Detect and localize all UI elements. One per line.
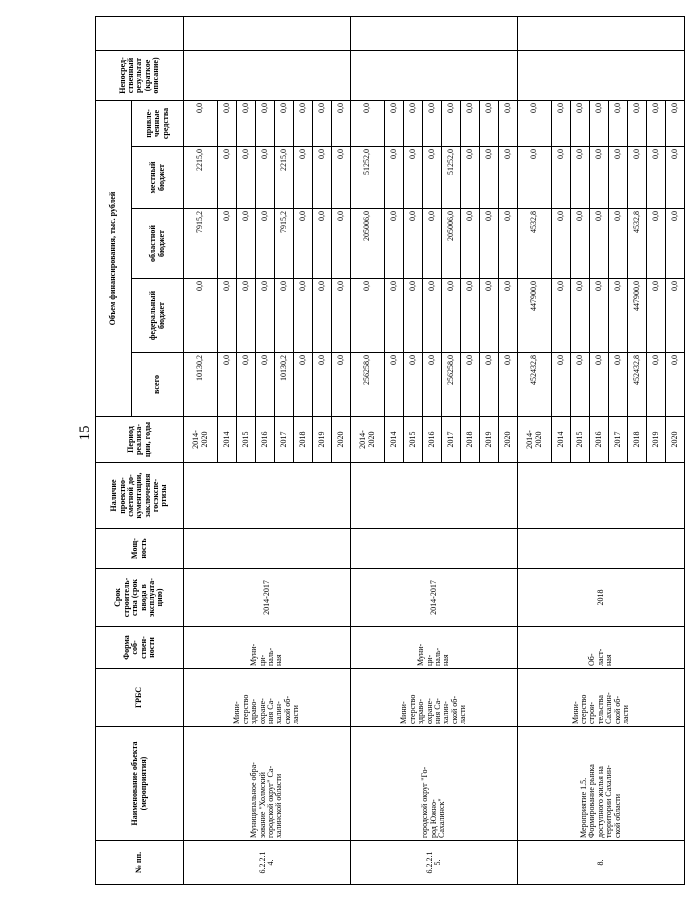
power-cell: [184, 529, 351, 569]
row-number: 6.2.2.1 5.: [351, 841, 518, 885]
power-cell: [351, 529, 518, 569]
period-year: 2014: [218, 417, 237, 463]
documentation-cell: [351, 463, 518, 529]
period-year: 2020: [499, 417, 518, 463]
header-federal-budget: федеральный бюджет: [132, 279, 184, 353]
blank-cell: [184, 17, 351, 51]
period-year: 2020: [332, 417, 351, 463]
value-total: 0,0: [480, 353, 499, 417]
header-num: № пп.: [96, 841, 184, 885]
value-federal: 0,0: [609, 279, 628, 353]
value-regional: 0,0: [647, 209, 666, 279]
grbs-name: Мини- стерство здраво- охране- ния Са- халин- ской об- ласти: [351, 669, 518, 727]
period-year: 2019: [480, 417, 499, 463]
value-attracted: 0,0: [628, 101, 647, 147]
period-year: 2016: [423, 417, 442, 463]
value-total: 0,0: [666, 353, 685, 417]
header-attracted-funds: привле- ченные средства: [132, 101, 184, 147]
value-attracted: 0,0: [552, 101, 571, 147]
value-attracted: 0,0: [518, 101, 552, 147]
value-attracted: 0,0: [313, 101, 332, 147]
value-regional: 0,0: [218, 209, 237, 279]
header-period: Период реализа- ции, годы: [96, 417, 184, 463]
header-power: Мощ- ность: [96, 529, 184, 569]
period-year: 2014: [385, 417, 404, 463]
value-local: 2215,0: [275, 147, 294, 209]
result-cell: [184, 51, 351, 101]
value-local: 0,0: [313, 147, 332, 209]
value-attracted: 0,0: [442, 101, 461, 147]
value-regional: 0,0: [237, 209, 256, 279]
header-name: Наименование объекта (мероприятия): [96, 727, 184, 841]
period-year: 2015: [237, 417, 256, 463]
value-federal: 0,0: [461, 279, 480, 353]
value-local: 0,0: [609, 147, 628, 209]
value-total: 0,0: [461, 353, 480, 417]
value-attracted: 0,0: [385, 101, 404, 147]
value-federal: 0,0: [275, 279, 294, 353]
construction-term: 2018: [518, 569, 685, 627]
value-total: 0,0: [647, 353, 666, 417]
value-attracted: 0,0: [461, 101, 480, 147]
value-total: 0,0: [385, 353, 404, 417]
value-attracted: 0,0: [590, 101, 609, 147]
value-local: 51252,0: [351, 147, 385, 209]
value-federal: 0,0: [666, 279, 685, 353]
value-local: 0,0: [518, 147, 552, 209]
value-local: 0,0: [294, 147, 313, 209]
header-result: Непосред- ственный результат (краткое описание): [96, 51, 184, 101]
value-federal: 0,0: [499, 279, 518, 353]
value-federal: 0,0: [552, 279, 571, 353]
row-number: 6.2.2.1 4.: [184, 841, 351, 885]
header-grbs: ГРБС: [96, 669, 184, 727]
documentation-cell: [184, 463, 351, 529]
value-federal: 0,0: [351, 279, 385, 353]
value-regional: 0,0: [590, 209, 609, 279]
value-federal: 0,0: [332, 279, 351, 353]
value-local: 0,0: [628, 147, 647, 209]
value-attracted: 0,0: [256, 101, 275, 147]
value-regional: 205006,0: [351, 209, 385, 279]
value-regional: 4532,8: [518, 209, 552, 279]
document-table-rotated: [95, 17, 679, 885]
value-attracted: 0,0: [647, 101, 666, 147]
period-year: 2017: [442, 417, 461, 463]
value-federal: 0,0: [385, 279, 404, 353]
value-local: 0,0: [666, 147, 685, 209]
header-total: всего: [132, 353, 184, 417]
value-total: 0,0: [423, 353, 442, 417]
period-year: 2015: [404, 417, 423, 463]
ownership-form: Об- ласт- ная: [518, 627, 685, 669]
value-federal: 447900,0: [628, 279, 647, 353]
value-attracted: 0,0: [332, 101, 351, 147]
period-year: 2018: [461, 417, 480, 463]
value-regional: 7915,2: [275, 209, 294, 279]
value-total: 0,0: [218, 353, 237, 417]
value-federal: 0,0: [647, 279, 666, 353]
object-name: Мероприятие 1.5. Формирование рынка доступного жилья на территории Сахалин- ской области: [518, 727, 685, 841]
construction-term: 2014-2017: [351, 569, 518, 627]
period-year: 2020: [666, 417, 685, 463]
value-local: 0,0: [571, 147, 590, 209]
value-local: 0,0: [480, 147, 499, 209]
value-total: 0,0: [256, 353, 275, 417]
financing-table: [95, 16, 685, 885]
value-attracted: 0,0: [218, 101, 237, 147]
value-regional: 4532,8: [628, 209, 647, 279]
construction-term: 2014-2017: [184, 569, 351, 627]
value-federal: 0,0: [423, 279, 442, 353]
value-federal: 0,0: [404, 279, 423, 353]
period-year: 2016: [590, 417, 609, 463]
value-total: 0,0: [332, 353, 351, 417]
value-total: 452432,8: [518, 353, 552, 417]
documentation-cell: [518, 463, 685, 529]
value-regional: 0,0: [480, 209, 499, 279]
value-total: 0,0: [404, 353, 423, 417]
value-local: 0,0: [332, 147, 351, 209]
value-attracted: 0,0: [499, 101, 518, 147]
value-attracted: 0,0: [571, 101, 590, 147]
value-local: 2215,0: [184, 147, 218, 209]
page-number: 15: [76, 425, 93, 441]
grbs-name: Мини- стерство здраво- охране- ния Са- халин- ской об- ласти: [184, 669, 351, 727]
value-total: 0,0: [237, 353, 256, 417]
header-local-budget: местный бюджет: [132, 147, 184, 209]
value-regional: 0,0: [423, 209, 442, 279]
value-local: 0,0: [385, 147, 404, 209]
power-cell: [518, 529, 685, 569]
value-local: 0,0: [237, 147, 256, 209]
period-year: 2017: [609, 417, 628, 463]
object-name: городской округ "Го- род Южно- Сахалинск": [351, 727, 518, 841]
value-regional: 0,0: [256, 209, 275, 279]
value-attracted: 0,0: [294, 101, 313, 147]
header-regional-budget: областной бюджет: [132, 209, 184, 279]
value-total: 256258,0: [442, 353, 461, 417]
ownership-form: Муни- ци- паль- ная: [184, 627, 351, 669]
period-year: 2018: [628, 417, 647, 463]
value-attracted: 0,0: [423, 101, 442, 147]
value-total: 0,0: [499, 353, 518, 417]
header-financing: Объем финансирования, тыс. рублей: [96, 101, 132, 417]
value-total: 452432,8: [628, 353, 647, 417]
value-regional: 0,0: [461, 209, 480, 279]
period-year: 2017: [275, 417, 294, 463]
blank-cell: [518, 17, 685, 51]
value-regional: 7915,2: [184, 209, 218, 279]
value-total: 0,0: [294, 353, 313, 417]
value-attracted: 0,0: [237, 101, 256, 147]
period-year: 2015: [571, 417, 590, 463]
value-federal: 0,0: [294, 279, 313, 353]
period-year: 2016: [256, 417, 275, 463]
value-total: 256258,0: [351, 353, 385, 417]
value-total: 10130,2: [184, 353, 218, 417]
value-federal: 0,0: [480, 279, 499, 353]
value-regional: 0,0: [552, 209, 571, 279]
result-cell: [518, 51, 685, 101]
value-local: 0,0: [647, 147, 666, 209]
period-year: 2014- 2020: [351, 417, 385, 463]
value-total: 0,0: [313, 353, 332, 417]
value-total: 0,0: [571, 353, 590, 417]
period-year: 2018: [294, 417, 313, 463]
value-regional: 0,0: [294, 209, 313, 279]
value-regional: 0,0: [571, 209, 590, 279]
object-name: Муниципальное обра- зование "Холмский городской округ" Са- халинской области: [184, 727, 351, 841]
value-total: 0,0: [609, 353, 628, 417]
value-attracted: 0,0: [275, 101, 294, 147]
table-row: [518, 17, 552, 885]
value-attracted: 0,0: [404, 101, 423, 147]
row-number: 8.: [518, 841, 685, 885]
header-blank-cell: [96, 17, 184, 51]
value-federal: 0,0: [184, 279, 218, 353]
value-local: 0,0: [499, 147, 518, 209]
period-year: 2019: [647, 417, 666, 463]
value-attracted: 0,0: [609, 101, 628, 147]
value-federal: 0,0: [571, 279, 590, 353]
header-construction-term: Срок строитель- ства (срок ввода в эксплуата- цию): [96, 569, 184, 627]
value-federal: 0,0: [256, 279, 275, 353]
value-federal: 0,0: [218, 279, 237, 353]
value-total: 0,0: [552, 353, 571, 417]
period-year: 2014- 2020: [518, 417, 552, 463]
value-federal: 0,0: [313, 279, 332, 353]
blank-cell: [351, 17, 518, 51]
result-cell: [351, 51, 518, 101]
value-attracted: 0,0: [184, 101, 218, 147]
value-regional: 0,0: [385, 209, 404, 279]
value-federal: 0,0: [590, 279, 609, 353]
value-regional: 205006,0: [442, 209, 461, 279]
value-federal: 447900,0: [518, 279, 552, 353]
value-regional: 0,0: [404, 209, 423, 279]
value-regional: 0,0: [609, 209, 628, 279]
value-local: 0,0: [590, 147, 609, 209]
value-attracted: 0,0: [480, 101, 499, 147]
value-local: 0,0: [423, 147, 442, 209]
value-total: 10130,2: [275, 353, 294, 417]
value-federal: 0,0: [237, 279, 256, 353]
value-regional: 0,0: [332, 209, 351, 279]
value-attracted: 0,0: [666, 101, 685, 147]
period-year: 2019: [313, 417, 332, 463]
ownership-form: Муни- ци- паль- ная: [351, 627, 518, 669]
table-row: [184, 17, 218, 885]
value-local: 51252,0: [442, 147, 461, 209]
value-regional: 0,0: [499, 209, 518, 279]
header-documentation: Наличие проектно- сметной до- кументации, заключения госэкспе- ртизы: [96, 463, 184, 529]
value-regional: 0,0: [313, 209, 332, 279]
header-ownership-form: Форма соб- ствен- ности: [96, 627, 184, 669]
value-local: 0,0: [256, 147, 275, 209]
value-local: 0,0: [552, 147, 571, 209]
value-total: 0,0: [590, 353, 609, 417]
header-row: [96, 17, 132, 885]
period-year: 2014- 2020: [184, 417, 218, 463]
table-row: [351, 17, 385, 885]
value-local: 0,0: [404, 147, 423, 209]
value-attracted: 0,0: [351, 101, 385, 147]
value-local: 0,0: [218, 147, 237, 209]
grbs-name: Мини- стерство строи- тельства Сахалин- ской об- ласти: [518, 669, 685, 727]
value-local: 0,0: [461, 147, 480, 209]
value-federal: 0,0: [442, 279, 461, 353]
value-regional: 0,0: [666, 209, 685, 279]
period-year: 2014: [552, 417, 571, 463]
